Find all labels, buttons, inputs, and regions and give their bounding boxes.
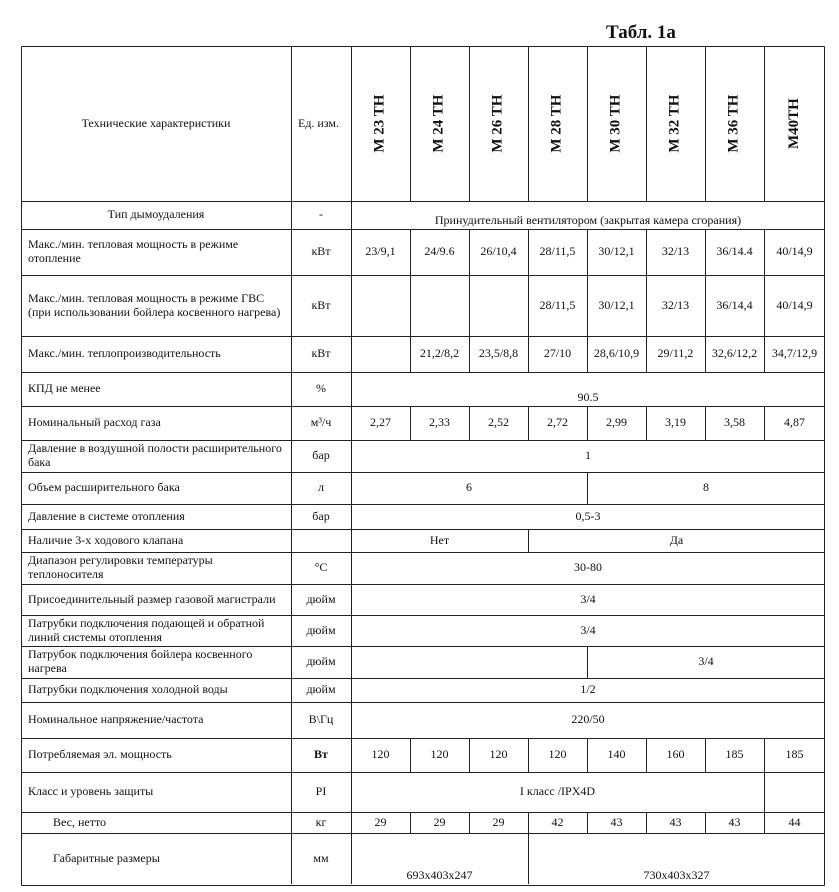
row-1-unit: -: [319, 207, 323, 222]
row-18-value-2: [764, 772, 825, 812]
header-model-6: [646, 46, 705, 201]
row-14-value-2: 3/4: [698, 654, 714, 669]
row-17-value-6: 160: [666, 747, 685, 762]
row-20-value-1: 693х403х247: [406, 868, 473, 883]
row-3-value-6: 32/13: [661, 297, 690, 312]
header-model-4: [528, 46, 587, 201]
row-4-label: Макс./мин. теплопроизводительность: [28, 346, 221, 361]
specifications-table: [21, 46, 825, 886]
row-14-unit: дюйм: [306, 654, 336, 669]
row-17-label: Потребляемая эл. мощность: [28, 747, 172, 762]
row-3-value-2: [410, 275, 469, 336]
row-1-label: Тип дымоудаления: [107, 207, 205, 222]
row-12-label: Присоединительный размер газовой магистрали: [28, 591, 276, 606]
row-14-label: Патрубок подключения бойлера косвенного нагрева: [28, 647, 253, 675]
row-3-value-8: 40/14,9: [776, 297, 813, 312]
row-13-value-1: 3/4: [580, 622, 596, 637]
row-18-unit: PI: [315, 784, 327, 799]
row-19-value-3: 29: [492, 814, 505, 829]
header-model-3: [469, 46, 528, 201]
row-10-value-1: Нет: [429, 532, 450, 547]
row-6-unit: м³/ч: [310, 415, 332, 430]
row-2-value-4: 28/11,5: [539, 244, 576, 259]
table-caption: Табл. 1а: [606, 22, 676, 43]
row-17-value-7: 185: [725, 747, 744, 762]
row-16-value-1: 220/50: [571, 712, 605, 727]
header-model-7: [705, 46, 764, 201]
row-4-value-3: 23,5/8,8: [478, 346, 519, 361]
row-19-unit: кг: [315, 814, 327, 829]
row-6-label: Номинальный расход газа: [28, 415, 161, 430]
row-2-value-3: 26/10,4: [480, 244, 517, 259]
row-17-value-2: 120: [430, 747, 449, 762]
row-8-value-1: 6: [466, 480, 472, 495]
row-9-label: Давление в системе отопления: [28, 508, 185, 523]
row-4-value-6: 29/11,2: [657, 346, 694, 361]
row-6-value-8: 4,87: [784, 415, 805, 430]
row-4-value-4: 27/10: [543, 346, 572, 361]
row-3-label: Макс./мин. тепловая мощность в режиме ГВС (при использовании бойлера косвенного нагрева): [28, 290, 281, 319]
header-model-8: [764, 46, 825, 201]
row-19-value-8: 44: [788, 814, 801, 829]
row-17-value-4: 120: [548, 747, 567, 762]
row-13-label: Патрубки подключения подающей и обратной линий системы отопления: [28, 615, 265, 644]
row-11-label: Диапазон регулировки температуры теплоносителя: [28, 553, 213, 581]
header-model-6-text: M 32 TH: [666, 94, 683, 153]
header-model-5: [587, 46, 646, 201]
row-2-value-1: 23/9,1: [365, 244, 396, 259]
row-16-label: Номинальное напряжение/частота: [28, 712, 204, 727]
row-14-value-1: [351, 646, 587, 678]
row-17-unit: Вт: [314, 747, 328, 762]
header-model-8-text: M40TH: [785, 98, 802, 149]
row-6-value-1: 2,27: [370, 415, 391, 430]
row-15-value-1: 1/2: [580, 682, 596, 697]
row-7-unit: бар: [312, 448, 330, 463]
row-2-value-7: 36/14.4: [716, 244, 753, 259]
header-characteristics: Технические характеристики: [81, 115, 231, 130]
row-20-unit: мм: [313, 850, 329, 865]
row-19-value-5: 43: [610, 814, 623, 829]
row-2-value-6: 32/13: [661, 244, 690, 259]
row-19-value-2: 29: [433, 814, 446, 829]
row-18-value-1: I класс /IPX4D: [519, 784, 596, 799]
row-5-value-1: 90.5: [577, 390, 599, 405]
row-8-label: Объем расширительного бака: [28, 480, 180, 495]
header-model-7-text: M 36 TH: [725, 94, 742, 153]
row-5-unit: %: [316, 381, 326, 396]
row-6-value-4: 2,72: [547, 415, 568, 430]
row-3-value-5: 30/12,1: [598, 297, 635, 312]
row-19-value-1: 29: [374, 814, 387, 829]
row-17-value-8: 185: [785, 747, 804, 762]
row-10-unit: [291, 529, 351, 552]
row-15-unit: дюйм: [306, 682, 336, 697]
row-2-value-2: 24/9.6: [424, 244, 455, 259]
row-3-value-4: 28/11,5: [539, 297, 576, 312]
row-10-label: Наличие 3-х ходового клапана: [28, 532, 184, 547]
row-4-value-7: 32,6/12,2: [711, 346, 758, 361]
header-model-2: [410, 46, 469, 201]
row-16-unit: В\Гц: [308, 712, 334, 727]
row-20-label: Габаритные размеры: [53, 850, 160, 865]
row-2-value-5: 30/12,1: [598, 244, 635, 259]
row-6-value-2: 2,33: [429, 415, 450, 430]
row-19-value-7: 43: [728, 814, 741, 829]
row-1-value-1: Принудительный вентилятором (закрытая камера сгорания): [434, 213, 742, 228]
row-7-label: Давление в воздушной полости расширительного бака: [28, 441, 282, 469]
row-17-value-1: 120: [371, 747, 390, 762]
row-13-unit: дюйм: [306, 622, 336, 637]
row-3-value-7: 36/14,4: [716, 297, 753, 312]
row-6-value-6: 3,19: [665, 415, 686, 430]
row-11-value-1: 30-80: [574, 560, 602, 575]
row-17-value-5: 140: [607, 747, 626, 762]
header-unit: Ед. изм.: [298, 115, 340, 130]
row-9-unit: бар: [312, 508, 330, 523]
row-8-unit: л: [318, 480, 324, 495]
row-19-label: Вес, нетто: [53, 814, 107, 829]
row-6-value-5: 2,99: [606, 415, 627, 430]
header-model-4-text: M 28 TH: [548, 94, 565, 153]
row-15-label: Патрубки подключения холодной воды: [28, 682, 228, 697]
row-8-value-2: 8: [703, 480, 709, 495]
row-5-label: КПД не менее: [28, 381, 101, 396]
row-19-value-4: 42: [551, 814, 564, 829]
header-model-3-text: M 26 TH: [489, 94, 506, 153]
row-4-value-5: 28,6/10,9: [593, 346, 640, 361]
row-10-value-2: Да: [669, 532, 684, 547]
header-model-5-text: M 30 TH: [607, 94, 624, 153]
row-2-value-8: 40/14,9: [776, 244, 813, 259]
row-4-value-2: 21,2/8,2: [419, 346, 460, 361]
row-2-label: Макс./мин. тепловая мощность в режиме отопление: [28, 237, 239, 265]
row-3-value-1: [351, 275, 410, 336]
row-12-unit: дюйм: [306, 591, 336, 606]
row-19-value-6: 43: [669, 814, 682, 829]
header-model-2-text: M 24 TH: [430, 94, 447, 153]
row-3-unit: кВт: [311, 297, 331, 312]
row-3-value-3: [469, 275, 528, 336]
row-12-value-1: 3/4: [580, 591, 596, 606]
row-4-value-1: [351, 336, 410, 372]
row-11-unit: °С: [314, 560, 328, 575]
row-6-value-7: 3,58: [724, 415, 745, 430]
row-17-value-3: 120: [489, 747, 508, 762]
row-4-unit: кВт: [311, 346, 331, 361]
row-9-value-1: 0,5-3: [575, 508, 601, 523]
row-7-value-1: 1: [585, 448, 591, 463]
row-2-unit: кВт: [311, 244, 331, 259]
header-model-1: [351, 46, 410, 201]
row-20-value-2: 730х403х327: [643, 868, 710, 883]
header-model-1-text: M 23 TH: [371, 94, 388, 153]
row-4-value-8: 34,7/12,9: [771, 346, 818, 361]
row-6-value-3: 2,52: [488, 415, 509, 430]
row-18-label: Класс и уровень защиты: [28, 784, 154, 799]
